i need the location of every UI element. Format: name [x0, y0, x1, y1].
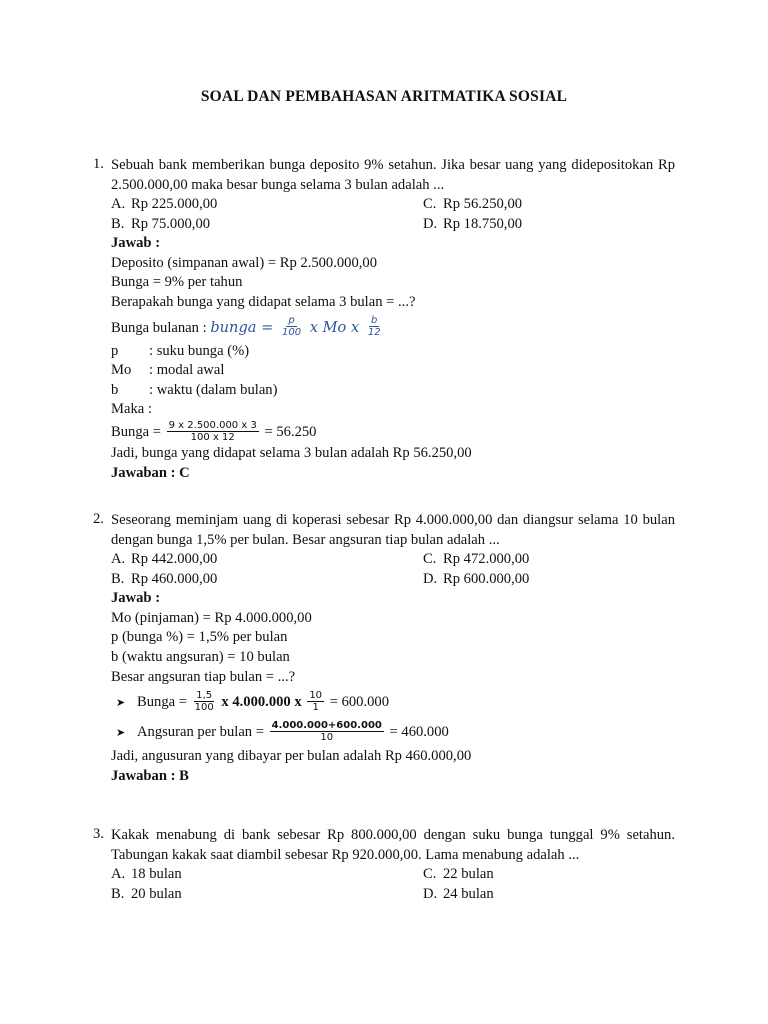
question-3 — [93, 826, 675, 904]
final-answer: Jawaban : B — [111, 767, 189, 784]
arrow-bullet-icon: ➤ — [116, 727, 126, 740]
option-c: C. Rp 56.250,00 — [423, 196, 523, 213]
definition-mo: Mo : modal awal — [111, 362, 225, 379]
option-b: B. 20 bulan — [111, 885, 182, 902]
question-stem: Sebuah bank memberikan bunga deposito 9% setahun. Jika besar uang yang didepositokan Rp 2.500.000,00 maka besar bunga selama 3 bulan adalah ... — [111, 157, 675, 193]
question-number: 2. — [93, 511, 104, 527]
page-title: SOAL DAN PEMBAHASAN ARITMATIKA SOSIAL — [200, 88, 568, 105]
interest-calculation: Bunga = $\frac{9 x 2.500.000 x 3}{100 x 12}$ = 56.250 — [111, 420, 317, 444]
conclusion: Jadi, angusuran yang dibayar per bulan adalah Rp 460.000,00 — [111, 748, 472, 765]
question-2 — [93, 511, 675, 786]
solution-line: p (bunga %) = 1,5% per bulan — [111, 629, 288, 646]
conclusion: Jadi, bunga yang didapat selama 3 bulan adalah Rp 56.250,00 — [111, 444, 472, 461]
solution-line: Besar angsuran tiap bulan = ...? — [111, 668, 296, 685]
option-d: D. Rp 18.750,00 — [423, 215, 523, 232]
solution-line: Deposito (simpanan awal) = Rp 2.500.000,00 — [111, 254, 378, 271]
question-number: 1. — [93, 156, 104, 172]
interest-formula: Bunga bulanan : bunga = $\frac{p}{100}$ x Mo x $\frac{b}{12}$ — [111, 315, 381, 339]
solution-line: Berapakah bunga yang didapat selama 3 bulan = ...? — [111, 293, 416, 310]
option-a: A. Rp 442.000,00 — [111, 551, 218, 568]
option-a: A. Rp 225.000,00 — [111, 196, 218, 213]
question-number: 3. — [93, 826, 104, 842]
answer-options — [111, 550, 675, 589]
answer-options — [111, 865, 675, 904]
maka-label: Maka : — [111, 401, 152, 418]
definition-b: b : waktu (dalam bulan) — [111, 381, 278, 398]
definition-p: p : suku bunga (%) — [111, 342, 250, 359]
question-stem: Kakak menabung di bank sebesar Rp 800.000,00 dengan suku bunga tunggal 9% setahun. Tabungan kakak saat diambil sebesar Rp 920.000,00. Lama menabung adalah ... — [111, 827, 675, 863]
jawab-label: Jawab : — [111, 590, 161, 607]
answer-options — [111, 195, 675, 234]
installment-calculation: ➤ Angsuran per bulan = $\frac{4.000.000+600.000}{10}$ = 460.000 — [111, 717, 675, 747]
option-d: D. 24 bulan — [423, 885, 494, 902]
option-c: C. Rp 472.000,00 — [423, 551, 530, 568]
solution-line: b (waktu angsuran) = 10 bulan — [111, 648, 290, 665]
option-b: B. Rp 460.000,00 — [111, 570, 218, 587]
question-stem: Seseorang meminjam uang di koperasi sebesar Rp 4.000.000,00 dan diangsur selama 10 bulan dengan bunga 1,5% per bulan. Besar angsuran tiap bulan adalah ... — [111, 512, 675, 548]
final-answer: Jawaban : C — [111, 464, 190, 481]
option-d: D. Rp 600.000,00 — [423, 570, 530, 587]
solution-line: Mo (pinjaman) = Rp 4.000.000,00 — [111, 609, 312, 626]
option-b: B. Rp 75.000,00 — [111, 215, 211, 232]
option-a: A. 18 bulan — [111, 866, 182, 883]
option-c: C. 22 bulan — [423, 866, 494, 883]
question-1 — [93, 156, 675, 483]
arrow-bullet-icon: ➤ — [116, 697, 126, 710]
solution-line: Bunga = 9% per tahun — [111, 274, 243, 291]
jawab-label: Jawab : — [111, 235, 161, 252]
bunga-calculation: ➤ Bunga = $\frac{1,5}{100}$ x 4.000.000 x $\frac{10}{1}$ = 600.000 — [111, 687, 675, 717]
